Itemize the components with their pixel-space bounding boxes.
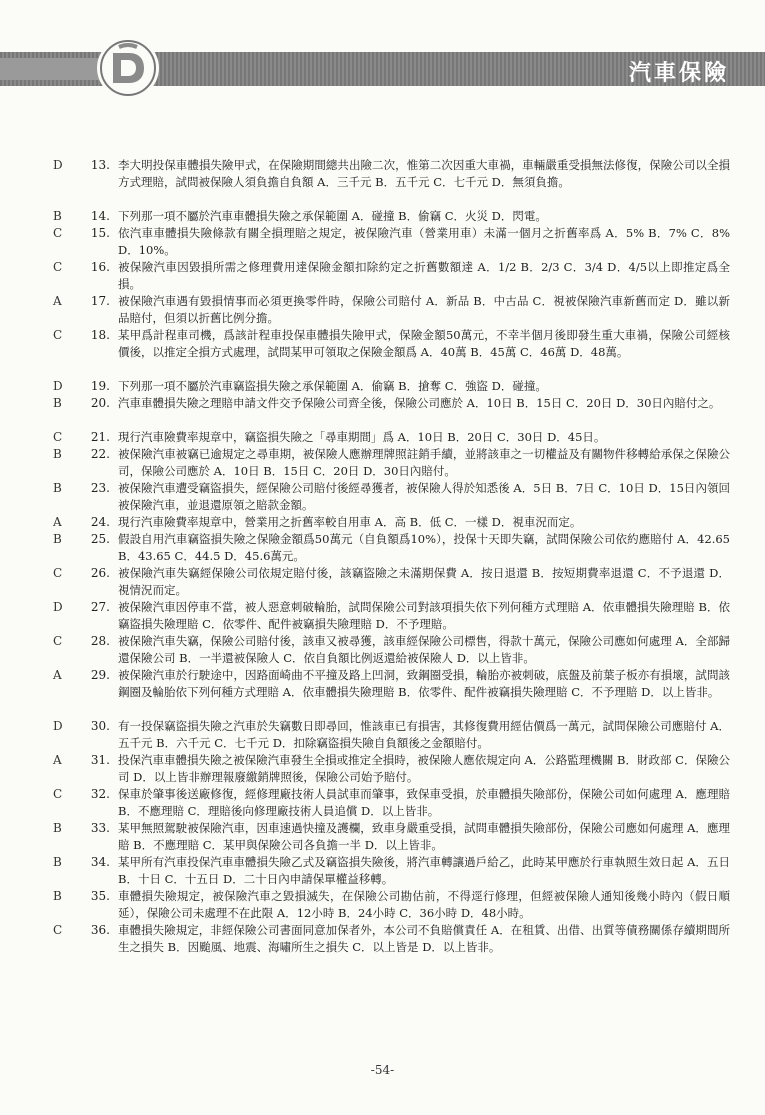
question-item	[0, 259, 765, 293]
question-text: 被保險汽車遇有毀損情事而必須更換零件時，保險公司賠付 A．新品 B．中古品 C．視被保險汽車新舊而定 D．雖以新品賠付，但須以折舊比例分擔。	[118, 294, 730, 325]
question-item	[0, 225, 765, 259]
question-item	[0, 633, 765, 667]
answer-letter: A	[53, 753, 62, 767]
question-text: 被保險汽車因停車不當，被人惡意刺破輪胎，試問保險公司對該項損失依下列何種方式理賠 A．依車體損失險理賠 B．依竊盜損失險理賠 C．依零件、配件被竊損失險理賠 D．不予理賠。	[118, 600, 730, 631]
question-text: 某甲爲計程車司機，爲該計程車投保車體損失險甲式，保險金額50萬元，不幸半個月後即發生重大車禍，保險公司經核價後，以推定全損方式處理，試問某甲可領取之保險金額爲 A．40萬 B．45萬 C．46萬 D．48萬。	[118, 328, 730, 359]
question-item	[0, 293, 765, 327]
answer-letter: B	[53, 532, 62, 546]
answer-letter: A	[53, 668, 62, 682]
question-number: 33.	[90, 821, 110, 835]
question-text: 投保汽車車體損失險之被保險汽車發生全損或推定全損時，被保險人應依規定向 A．公路監理機關 B．財政部 C．保險公司 D．以上皆非辦理報廢繳銷牌照後，保險公司始予賠付。	[118, 753, 730, 784]
question-number: 28.	[90, 634, 110, 648]
question-item	[0, 327, 765, 378]
answer-letter: C	[53, 430, 63, 444]
question-number: 19.	[90, 379, 110, 393]
question-item	[0, 854, 765, 888]
answer-letter: C	[53, 226, 63, 240]
question-text: 現行汽車險費率規章中，營業用之折舊率較自用車 A．高 B．低 C．一樣 D．視車況而定。	[118, 515, 582, 529]
answer-letter: C	[53, 260, 63, 274]
question-text: 依汽車車體損失險條款有關全損理賠之規定，被保險汽車（營業用車）未滿一個月之折舊率爲 A．5% B．7% C．8% D．10%。	[118, 226, 730, 257]
question-item	[0, 786, 765, 820]
question-text: 被保險汽車遭受竊盜損失，經保險公司賠付後經尋獲者，被保險人得於知悉後 A．5日 B．7日 C．10日 D．15日內領回被保險汽車，並退還原領之賠款金額。	[118, 481, 730, 512]
question-number: 26.	[90, 566, 110, 580]
question-text: 被保險汽車失竊經保險公司依規定賠付後，該竊盜險之未滿期保費 A．按日退還 B．按短期費率退還 C．不予退還 D．視情況而定。	[118, 566, 730, 597]
question-number: 21.	[90, 430, 110, 444]
question-number: 29.	[90, 668, 110, 682]
answer-letter: D	[53, 600, 63, 614]
answer-letter: B	[53, 821, 62, 835]
question-number: 31.	[90, 753, 110, 767]
question-item	[0, 667, 765, 718]
question-text: 被保險汽車被竊已逾規定之尋車期，被保險人應辦理牌照註銷手續，並將該車之一切權益及有關物件移轉給承保之保險公司，保險公司應於 A．10日 B．15日 C．20日 D．30日內賠付。	[118, 447, 730, 478]
answer-letter: C	[53, 566, 63, 580]
answer-letter: C	[53, 328, 63, 342]
answer-letter: C	[53, 923, 63, 937]
question-text: 被保險汽車因毀損所需之修理費用達保險金額扣除約定之折舊數額達 A．1/2 B．2/3 C．3/4 D．4/5以上即推定爲全損。	[118, 260, 730, 291]
question-list	[0, 157, 765, 956]
answer-letter: D	[53, 379, 63, 393]
question-number: 25.	[90, 532, 110, 546]
question-item	[0, 378, 765, 395]
question-text: 李大明投保車體損失險甲式，在保險期間總共出險二次，惟第二次因重大車禍，車輛嚴重受損無法修復，保險公司以全損方式理賠，試問被保險人須負擔自負額 A．三千元 B．五千元 C．七千元 D．無須負擔。	[118, 158, 730, 189]
question-text: 車體損失險規定，非經保險公司書面同意加保者外，本公司不負賠償責任 A．在租賃、出借、出質等債務關係存續期間所生之損失 B．因颱風、地震、海嘯所生之損失 C．以上皆是 D．以上皆非。	[118, 923, 730, 954]
question-number: 23.	[90, 481, 110, 495]
question-text: 保車於肇事後送廠修復，經修理廠技術人員試車而肇事，致保車受損，於車體損失險部份，保險公司如何處理 A．應理賠 B．不應理賠 C．理賠後向修理廠技術人員追償 D．以上皆非。	[118, 787, 730, 818]
question-number: 16.	[90, 260, 110, 274]
question-number: 14.	[90, 209, 110, 223]
question-number: 20.	[90, 396, 110, 410]
question-item	[0, 395, 765, 429]
answer-letter: B	[53, 889, 62, 903]
question-text: 被保險汽車於行駛途中，因路面崎曲不平撞及路上凹洞，致鋼圈受損，輪胎亦被刺破，底盤及前葉子板亦有損壞，試問該鋼圈及輪胎依下列何種方式理賠 A．依車體損失險理賠 B．依零件、配件被竊損失險理賠 C．不予理賠 D．以上皆非。	[118, 668, 730, 699]
question-item	[0, 599, 765, 633]
answer-letter: B	[53, 209, 62, 223]
question-number: 13.	[90, 158, 110, 172]
question-number: 36.	[90, 923, 110, 937]
question-number: 34.	[90, 855, 110, 869]
publisher-logo	[97, 37, 159, 99]
question-item	[0, 208, 765, 225]
answer-letter: B	[53, 855, 62, 869]
question-number: 35.	[90, 889, 110, 903]
question-text: 現行汽車險費率規章中，竊盜損失險之「尋車期間」爲 A．10日 B．20日 C．30日 D．45日。	[118, 430, 606, 444]
question-text: 有一投保竊盜損失險之汽車於失竊數日即尋回，惟該車已有損害，其修復費用經估價爲一萬元，試問保險公司應賠付 A．五千元 B．六千元 C．七千元 D．扣除竊盜損失險自負額後之金額賠付。	[118, 719, 730, 750]
question-number: 15.	[90, 226, 110, 240]
question-number: 30.	[90, 719, 110, 733]
question-text: 某甲所有汽車投保汽車車體損失險乙式及竊盜損失險後，將汽車轉讓過戶給乙，此時某甲應於行車執照生效日起 A．五日 B．十日 C．十五日 D．二十日內申請保單權益移轉。	[118, 855, 730, 886]
question-number: 32.	[90, 787, 110, 801]
question-text: 被保險汽車失竊，保險公司賠付後，該車又被尋獲，該車經保險公司標售，得款十萬元，保險公司應如何處理 A．全部歸還保險公司 B．一半還被保險人 C．依自負額比例返還給被保險人 D．以上皆非。	[118, 634, 730, 665]
question-item	[0, 531, 765, 565]
question-text: 下列那一項不屬於汽車竊盜損失險之承保範圍 A．偷竊 B．搶奪 C．強盜 D．碰撞。	[118, 379, 547, 393]
question-number: 27.	[90, 600, 110, 614]
question-text: 汽車車體損失險之理賠申請文件交予保險公司齊全後，保險公司應於 A．10日 B．15日 C．20日 D．30日內賠付之。	[118, 396, 721, 410]
answer-letter: B	[53, 481, 62, 495]
answer-letter: C	[53, 634, 63, 648]
question-item	[0, 922, 765, 956]
question-text: 某甲無照駕駛被保險汽車，因車速過快撞及護欄，致車身嚴重受損，試問車體損失險部份，保險公司應如何處理 A．應理賠 B．不應理賠 C．某甲與保險公司各負擔一半 D．以上皆非。	[118, 821, 730, 852]
page-title: 汽車保險	[628, 61, 729, 86]
question-item	[0, 752, 765, 786]
question-item	[0, 718, 765, 752]
answer-letter: A	[53, 294, 62, 308]
question-item	[0, 888, 765, 922]
question-text: 下列那一項不屬於汽車車體損失險之承保範圍 A．碰撞 B．偷竊 C．火災 D．閃電。	[118, 209, 547, 223]
question-text: 假設自用汽車竊盜損失險之保險金額爲50萬元（自負額爲10%），投保十天即失竊，試問保險公司依約應賠付 A．42.65 B．43.65 C．44.5 D．45.6萬元。	[118, 532, 730, 563]
question-item	[0, 565, 765, 599]
question-item	[0, 429, 765, 446]
question-item	[0, 820, 765, 854]
answer-letter: A	[53, 515, 62, 529]
question-number: 22.	[90, 447, 110, 461]
question-number: 24.	[90, 515, 110, 529]
header-band-left	[0, 58, 100, 80]
question-text: 車體損失險規定，被保險汽車之毀損滅失，在保險公司勘估前，不得逕行修理，但經被保險人通知後幾小時內（假日順延），保險公司未處理不在此限 A．12小時 B．24小時 C．36小時 D．48小時。	[118, 889, 730, 920]
answer-letter: D	[53, 719, 63, 733]
question-number: 17.	[90, 294, 110, 308]
question-item	[0, 480, 765, 514]
answer-letter: B	[53, 396, 62, 410]
question-item	[0, 514, 765, 531]
answer-letter: B	[53, 447, 62, 461]
question-item	[0, 446, 765, 480]
question-number: 18.	[90, 328, 110, 342]
page-number: -54-	[370, 1063, 395, 1077]
question-item	[0, 157, 765, 208]
answer-letter: C	[53, 787, 63, 801]
answer-letter: D	[53, 158, 63, 172]
